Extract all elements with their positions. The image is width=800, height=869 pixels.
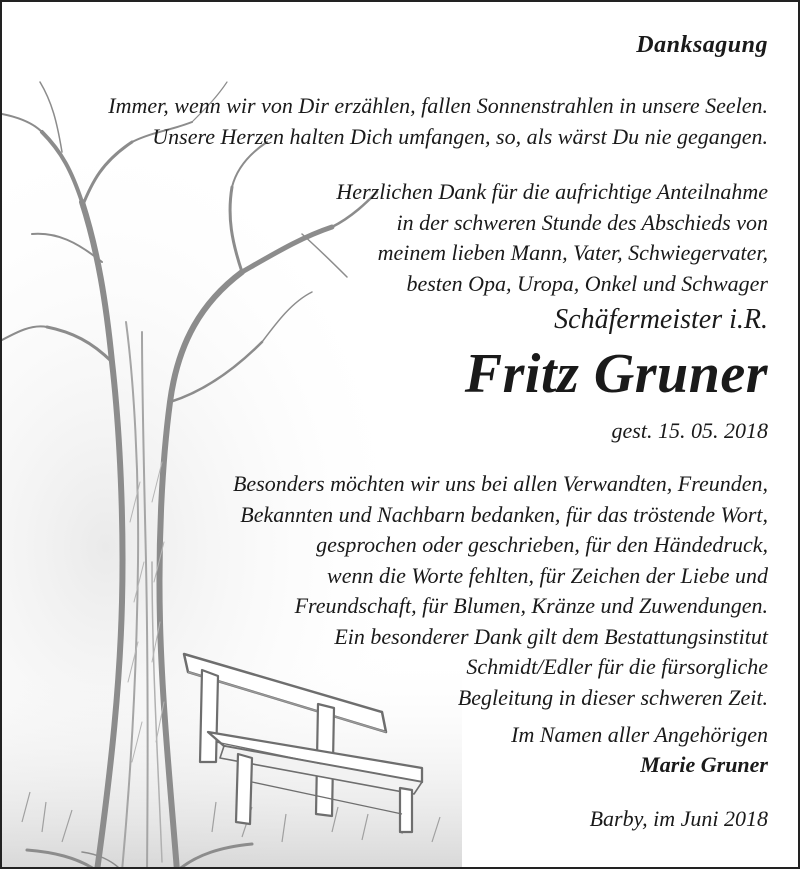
gratitude-line: Bekannten und Nachbarn bedanken, für das tröstende Wort, <box>240 501 768 527</box>
poem-verse <box>108 90 768 152</box>
thanks-line: Herzlichen Dank für die aufrichtige Anteilnahme <box>336 179 768 204</box>
gratitude-line: Freundschaft, für Blumen, Kränze und Zuwendungen. <box>294 593 768 618</box>
place-and-date: Barby, im Juni 2018 <box>589 806 768 831</box>
deceased-title: Schäfermeister i.R. <box>554 304 768 335</box>
signature-name: Marie Gruner <box>640 752 768 777</box>
heading: Danksagung <box>636 32 768 58</box>
gratitude-line: wenn die Worte fehlten, für Zeichen der Liebe und <box>327 562 768 588</box>
gratitude-line: gesprochen oder geschrieben, für den Händedruck, <box>316 532 768 557</box>
gratitude-line: Besonders möchten wir uns bei allen Verwandten, Freunden, <box>232 471 768 496</box>
signature-intro: Im Namen aller Angehörigen <box>511 722 768 747</box>
thanks-line: in der schweren Stunde des Abschieds von <box>396 209 768 235</box>
thanks-line: meinem lieben Mann, Vater, Schwiegervater, <box>377 240 768 265</box>
poem-line: Immer, wenn wir von Dir erzählen, fallen Sonnenstrahlen in unsere Seelen. <box>108 93 768 118</box>
gratitude-line: Schmidt/Edler für die fürsorgliche <box>466 654 768 679</box>
gratitude-paragraph <box>233 469 768 713</box>
thanks-line: besten Opa, Uropa, Onkel und Schwager <box>406 270 768 296</box>
gratitude-line: Begleitung in dieser schweren Zeit. <box>457 684 768 710</box>
thanks-paragraph <box>336 177 768 299</box>
death-date: gest. 15. 05. 2018 <box>611 418 768 443</box>
deceased-name: Fritz Gruner <box>464 343 768 405</box>
poem-line: Unsere Herzen halten Dich umfangen, so, als wärst Du nie gegangen. <box>152 124 768 149</box>
gratitude-line: Ein besonderer Dank gilt dem Bestattungsinstitut <box>334 623 768 649</box>
